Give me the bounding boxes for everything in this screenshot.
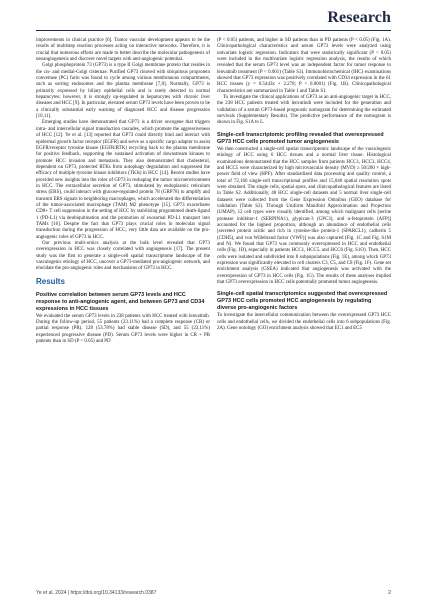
body-paragraph: improvements in clinical practice [6]. Tumor vascular development appears to be the results of multistep reaction processes acting on interactive networks. Therefore, it is crucial that numerous efforts are made to better describe the molecular pathogenesis of neoangiogenesis and discover novel targets with anti-angiogenic potential. bbox=[36, 38, 210, 63]
citation-doi-link[interactable]: Ye et al. 2024 | https://doi.org/10.34133/research.0387 bbox=[36, 590, 157, 596]
body-paragraph: Emerging studies have demonstrated that GP73 is a driver oncogene that triggers intra- and intercellular signal transduction cascades, which promote the aggressiveness of HCC [12]. Ye et al. [13] reported that GP73 could directly bind and interact with epidermal growth factor receptor (EGFR) and serve as a specific cargo adaptor to assist EGFR/receptor tyrosine kinase (EGFR/RTK) recycling back to the plasma membrane for positive feedback, supporting the sustained activation of downstream kinases to promote HCC invasion and metastasis. They also demonstrated that cholesterol, dependent on GP73, protected RTKs from autophagy degradation and suppressed the efficacy of multiple tyrosine kinase inhibitors (TKIs) in HCC [14]. Recent studies have provided new insights into the roles of GP73 in reshaping the tumor microenvironment in HCC. The extracellular secretion of GP73, stimulated by endoplasmic reticulum stress (ERS), could interact with glucose-regulated protein 78 (GRP78) to amplify and transmit ERS signals to neighboring macrophages, which accelerated the differentiation of the tumor-associated macrophage (TAM) M2 phenotype [15]. GP73 exacerbates CD8+ T cell suppression in the setting of HCC by stabilizing programmed death-ligand 1 (PD-L1) via deubiquitination and the promotion of exosomal PD-L1 transport into TAMs [16]. Despite the fact that GP73 plays crucial roles in molecular signal transduction during the progression of HCC, very little data are available on the pro-angiogenic roles of GP73 in HCC. bbox=[36, 120, 210, 240]
subsection-heading: Single-cell spatial transcriptomics suggested that overexpressed GP73 HCC cells promoted HCC angiogenesis by regulating diverse pro-angiogenic factors bbox=[217, 291, 388, 312]
subsection-heading: Positive correlation between serum GP73 levels and HCC response to anti-angiogenic agent, and between GP73 and CD34 expressions in HCC tissues bbox=[36, 291, 205, 312]
left-column bbox=[36, 38, 210, 345]
body-paragraph: Golgi phosphoprotein 73 (GP73) is a type II Golgi membrane protein that resides in the cis- and medial-Golgi cisternae. Purified GP73 cleaved with ubiquitous proprotein convertase (PC) furin was found to cycle among various membranous compartments, such as sorting endosomes and the plasma membrane [7,8]. Normally, GP73 is primarily expressed by biliary epithelial cells and is rarely detected in normal hepatocytes; however, it is strongly up-regulated in hepatocytes with chronic liver diseases and HCC [9]. In particular, elevated serum GP73 levels have been proven to be a clinically substantial early warning of diagnosed HCC and disease progression [10,11]. bbox=[36, 63, 210, 120]
body-paragraph: To investigate the intercellular communication between the overexpressed GP73 HCC cells and endothelial cells, we divided the endothelial cells into 6 subpopulations (Fig. 2A). Gene ontology (GO) enrichment analysis showed that EC1 and EC5 bbox=[217, 313, 391, 332]
body-paragraph: We then constructed a single-cell spatial transcriptomic landscape of the vasculogenic etiology of HCC using 6 HCC tissues and a normal liver tissue. Histological examinations demonstrated that the HCC samples from patients HCC1, HCC3, HCC4, and HCC5 were characterized by high microvascular density (MVD) ≥ 50/200 × high-power field of view (HPF). After standardized data processing and quality control, a total of 72,166 single-cell transcriptional profiles and 15,046 spatial resolution spots were obtained. The single cells, spatial spots, and clinicopathological features are listed in Table S2. Additionally, 48 HCC single-cell datasets and 5 normal liver single-cell datasets were collected from the Gene Expression Omnibus (GEO) database for validation (Table S2). Through Uniform Manifold Approximation and Projection (UMAP), 12 cell types were visually identified, among which malignant cells [serine protease inhibitor-1 (SERPINA1), glypican-3 (GPC3), and α-fetoprotein (AFP)] accounted for the highest proportion, although an abundance of endothelial cells [secreted protein acidic and rich in cysteine-like protein-1 (SPARCL1), cadherin 5 (CDH5), and von Willebrand factor (VWF)] was also captured (Fig. 1C and Fig. S1M and N). We found that GP73 was commonly overexpressed in HCC and endothelial cells (Fig. 1D), especially in patients HCC1, HCC5, and HCC6 (Fig. S1O). Then, HCC cells were isolated and subdivided into 8 subpopulations (Fig. 1E), among which GP73 expression was significantly elevated in cell clusters C3, C5, and C8 (Fig. 1F). Gene set enrichment analysis (GSEA) indicated that angiogenesis was activated with the overexpression of GP73 in HCC cells (Fig. 1G). The results of these analyses implied that GP73 overexpression in HCC cells potentially promoted tumor angiogenesis. bbox=[217, 146, 391, 286]
body-paragraph: (P < 0.05) patients, and higher in SD patients than in PD patients (P < 0.05) (Fig. 1A). Clinicopathological characteristics and serum GP73 levels were analyzed using univariate logistic regression. Indicators that were statistically significant (P < 0.05) were included in the multivariate logistic regression analysis, the results of which revealed that the serum GP73 level was an independent factor for tumor response to lenvatinib treatment (P < 0.001) (Table S3). Immunohistochemical (IHC) examinations showed that GP73 expression was positively correlated with CD34 expression in the 61 HCC tissues (y = 0.5443x + 2.278; P < 0.0001) (Fig. 1B). Clinicopathological characteristics are summarized in Table 1 and Table S1. bbox=[217, 38, 391, 94]
journal-name: Research bbox=[327, 9, 391, 26]
page-number: 2 bbox=[387, 590, 391, 596]
page-footer bbox=[36, 590, 391, 598]
body-paragraph: We evaluated the serum GP73 levels in 238 patients with HCC treated with lenvatinib. During the follow-up period, 55 patients (23.11%) had a complete response (CR) or partial response (PR), 128 (53.78%) had stable disease (SD), and 55 (23.11%) experienced progressive disease (PD). Serum GP73 levels were higher in CR + PR patients than in SD (P < 0.05) and PD bbox=[36, 313, 210, 345]
results-heading: Results bbox=[36, 276, 65, 286]
header-divider bbox=[36, 30, 391, 31]
subsection-heading: Single-cell transcriptomic profiling revealed that overexpressed GP73 HCC cells promoted tumor angiogenesis bbox=[217, 131, 384, 145]
body-paragraph: To investigate the clinical applications of GP73 as an anti-angiogenic target in HCC, the 238 HCC patients treated with lenvatinib were included for the generation and validation of a serum GP73-based prognostic nomogram for determining the estimated survivals (Supplementary Results). The predictive performance of the nomogram is shown in Fig. S1A to L. bbox=[217, 95, 391, 126]
body-paragraph: Our previous multi-omics analysis at the bulk level revealed that GP73 overexpression in HCC was closely correlated with angiogenesis [17]. The present study was the first to generate a single-cell spatial transcriptome landscape of the vasculogenic etiology of HCC, uncover a GP73-mediated pro-angiogenic network, and elucidate the pro-angiogenic roles and mechanisms of GP73 in HCC. bbox=[36, 241, 210, 272]
right-column bbox=[217, 38, 391, 332]
page-header bbox=[0, 0, 427, 30]
